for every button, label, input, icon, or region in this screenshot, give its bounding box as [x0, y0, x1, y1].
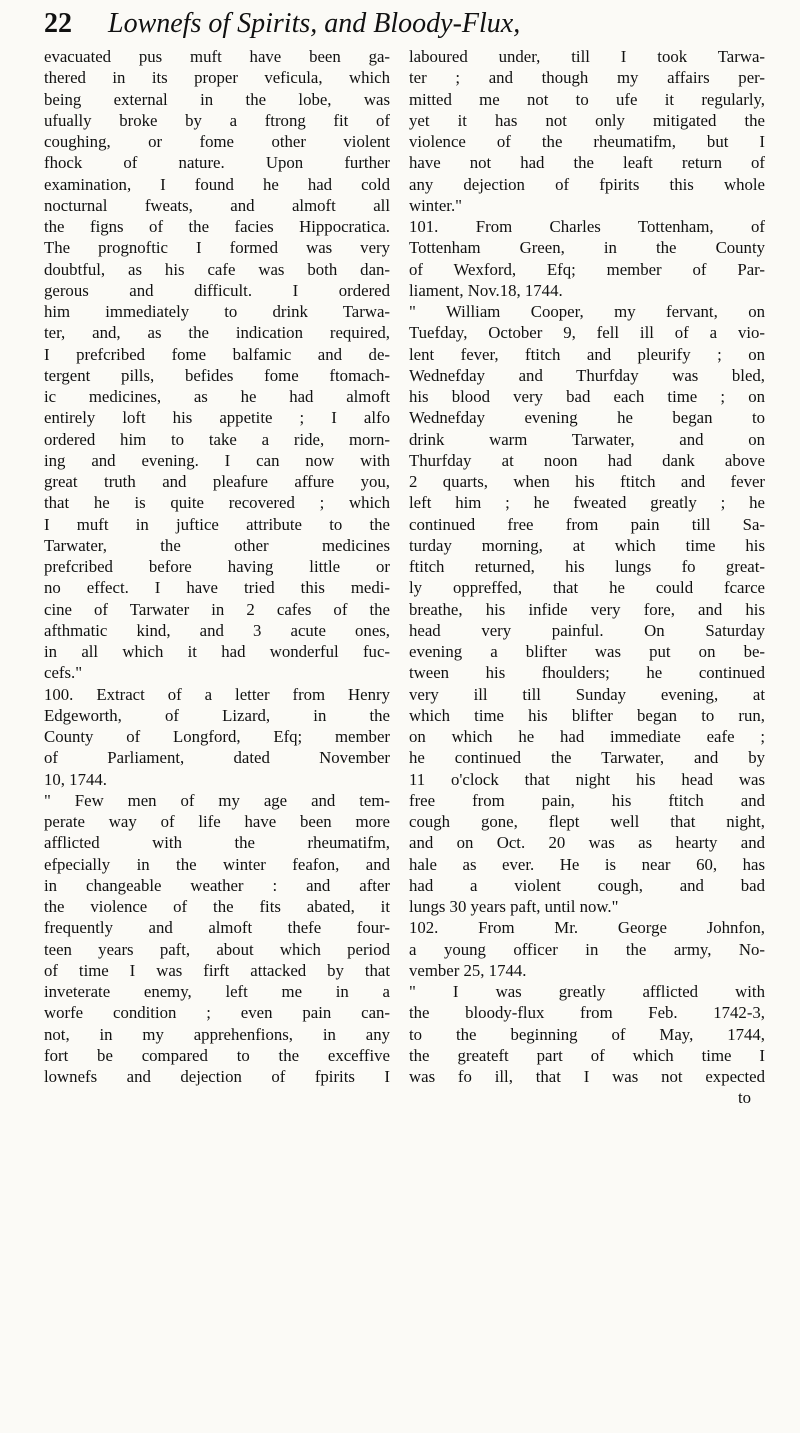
text-line: Tarwater, the other medicines — [44, 535, 390, 555]
text-line: ordered him to take a ride, morn- — [44, 429, 390, 449]
text-line: 2 quarts, when his ftitch and fever — [409, 472, 765, 491]
text-line: " Few men of my age and tem- — [44, 790, 390, 810]
text-line: him immediately to drink Tarwa- — [44, 302, 390, 321]
text-line: to — [737, 1088, 751, 1108]
text-line: the figns of the facies Hippocratica. — [44, 217, 390, 236]
text-line: efpecially in the winter feafon, and — [44, 854, 390, 874]
text-line: perate way of life have been more — [44, 812, 390, 831]
text-line: great truth and pleafure affure you, — [44, 472, 390, 491]
text-line: have not had the leaft return of — [409, 153, 765, 173]
text-line: which time his blifter began to run, — [409, 705, 765, 725]
text-line: evening a blifter was put on be- — [409, 642, 765, 661]
text-line: vember 25, 1744. — [409, 960, 527, 980]
text-line: violence of the rheumatifm, but I — [409, 132, 765, 151]
text-line: a young officer in the army, No- — [409, 939, 765, 959]
text-line: that he is quite recovered ; which — [44, 493, 390, 513]
text-line: lungs 30 years paft, until now." — [409, 897, 619, 916]
text-line: coughing, or fome other violent — [44, 132, 390, 151]
text-line: ing and evening. I can now with — [44, 450, 390, 470]
text-line: ter, and, as the indication required, — [44, 323, 390, 343]
text-line: I muft in juftice attribute to the — [44, 514, 390, 534]
text-line: to the beginning of May, 1744, — [409, 1024, 765, 1044]
text-line: lownefs and dejection of fpirits I — [44, 1067, 390, 1086]
text-line: 11 o'clock that night his head was — [409, 769, 765, 789]
text-line: afflicted with the rheumatifm, — [44, 833, 390, 853]
text-line: his blood very bad each time ; on — [409, 387, 765, 406]
text-line: winter." — [409, 195, 462, 215]
text-line: tween his fhoulders; he continued — [409, 663, 765, 683]
text-line: no effect. I have tried this medi- — [44, 578, 390, 598]
text-line: left him ; he fweated greatly ; he — [409, 493, 765, 513]
text-line: 102. From Mr. George Johnfon, — [409, 918, 765, 938]
text-line: of Parliament, dated November — [44, 748, 390, 768]
text-line: not, in my apprehenfions, in any — [44, 1024, 390, 1044]
text-line: nocturnal fweats, and almoft all — [44, 195, 390, 215]
text-line: was fo ill, that I was not expected — [409, 1067, 765, 1086]
text-line: fhock of nature. Upon further — [44, 153, 390, 173]
text-line: on which he had immediate eafe ; — [409, 727, 765, 746]
text-line: ftitch returned, his lungs fo great- — [409, 557, 765, 576]
text-line: examination, I found he had cold — [44, 174, 390, 194]
text-line: ic medicines, as he had almoft — [44, 387, 390, 406]
text-line: Thurfday at noon had dank above — [409, 450, 765, 470]
running-title: Lownefs of Spirits, and Bloody-Flux, — [108, 8, 521, 39]
text-line: " William Cooper, my fervant, on — [409, 302, 765, 321]
text-line: any dejection of fpirits this whole — [409, 174, 765, 194]
text-line: 101. From Charles Tottenham, of — [409, 217, 765, 236]
text-line: Edgeworth, of Lizard, in the — [44, 705, 390, 725]
text-line: afthmatic kind, and 3 acute ones, — [44, 620, 390, 640]
text-line: being external in the lobe, was — [44, 89, 390, 109]
text-line: Tottenham Green, in the County — [409, 238, 765, 258]
text-line: frequently and almoft thefe four- — [44, 918, 390, 938]
text-line: prefcribed before having little or — [44, 557, 390, 576]
text-line: cough gone, flept well that night, — [409, 812, 765, 831]
text-line: inveterate enemy, left me in a — [44, 982, 390, 1001]
text-line: 10, 1744. — [44, 769, 107, 789]
text-line: had a violent cough, and bad — [409, 875, 765, 895]
page-header — [44, 6, 784, 42]
text-line: and on Oct. 20 was as hearty and — [409, 833, 765, 853]
text-line: mitted me not to ufe it regularly, — [409, 89, 765, 109]
text-line: gerous and difficult. I ordered — [44, 280, 390, 300]
text-line: continued free from pain till Sa- — [409, 514, 765, 534]
text-line: drink warm Tarwater, and on — [409, 429, 765, 449]
text-line: entirely loft his appetite ; I alfo — [44, 408, 390, 428]
text-line: doubtful, as his cafe was both dan- — [44, 259, 390, 279]
text-line: liament, Nov.18, 1744. — [409, 280, 563, 300]
text-line: of Wexford, Efq; member of Par- — [409, 259, 765, 279]
text-line: head very painful. On Saturday — [409, 620, 765, 640]
text-line: " I was greatly afflicted with — [409, 982, 765, 1001]
text-line: County of Longford, Efq; member — [44, 727, 390, 746]
text-line: he continued the Tarwater, and by — [409, 748, 765, 768]
text-line: Wednefday and Thurfday was bled, — [409, 365, 765, 385]
text-line: turday morning, at which time his — [409, 535, 765, 555]
text-line: in changeable weather : and after — [44, 875, 390, 895]
text-line: the greateft part of which time I — [409, 1045, 765, 1065]
text-line: cefs." — [44, 663, 83, 683]
right-column — [409, 46, 765, 1109]
text-line: ter ; and though my affairs per- — [409, 68, 765, 88]
text-line: in all which it had wonderful fuc- — [44, 642, 390, 661]
text-line: worfe condition ; even pain can- — [44, 1003, 390, 1023]
text-line: I prefcribed fome balfamic and de- — [44, 344, 390, 364]
text-line: 100. Extract of a letter from Henry — [44, 684, 390, 704]
text-line: yet it has not only mitigated the — [409, 110, 765, 130]
text-line: the violence of the fits abated, it — [44, 897, 390, 916]
left-column — [44, 46, 390, 1087]
text-line: breathe, his infide very fore, and his — [409, 599, 765, 619]
text-line: cine of Tarwater in 2 cafes of the — [44, 599, 390, 619]
text-line: free from pain, his ftitch and — [409, 790, 765, 810]
text-line: teen years paft, about which period — [44, 939, 390, 959]
text-line: hale as ever. He is near 60, has — [409, 854, 765, 874]
text-line: laboured under, till I took Tarwa- — [409, 47, 765, 66]
text-line: tergent pills, befides fome ftomach- — [44, 365, 390, 385]
text-line: ufually broke by a ftrong fit of — [44, 110, 390, 130]
text-line: Wednefday evening he began to — [409, 408, 765, 428]
text-line: very ill till Sunday evening, at — [409, 684, 765, 704]
text-line: the bloody-flux from Feb. 1742-3, — [409, 1003, 765, 1023]
page-number: 22 — [44, 8, 72, 39]
text-line: thered in its proper veficula, which — [44, 68, 390, 88]
text-line: evacuated pus muft have been ga- — [44, 47, 390, 66]
text-line: of time I was firft attacked by that — [44, 960, 390, 980]
text-line: lent fever, ftitch and pleurify ; on — [409, 344, 765, 364]
text-line: fort be compared to the exceffive — [44, 1045, 390, 1065]
text-line: ly oppreffed, that he could fcarce — [409, 578, 765, 598]
text-line: Tuefday, October 9, fell ill of a vio- — [409, 323, 765, 343]
text-line: The prognoftic I formed was very — [44, 238, 390, 258]
